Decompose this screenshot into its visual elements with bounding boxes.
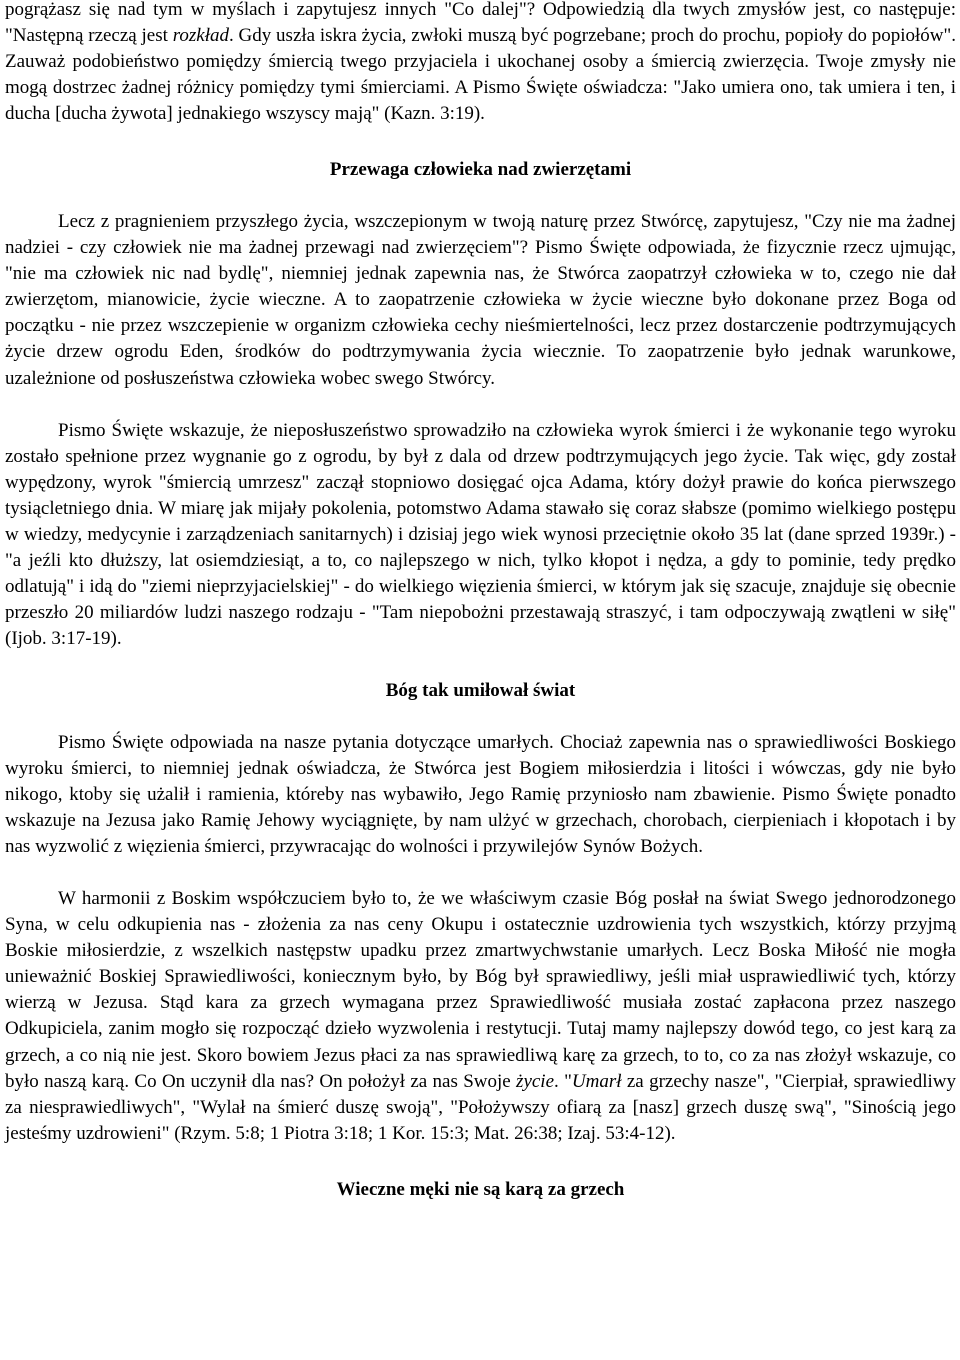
section-heading-2: Bóg tak umiłował świat (385, 679, 576, 701)
paragraph-4: Pismo Święte odpowiada na nasze pytania dotyczące umarłych. Chociaż zapewnia nas o sprawiedliwości Boskiego wyroku śmierci, to niemniej jednak oświadcza, że Stwórca jest Bogiem miłosierdzia i litości i wówczas, gdy nie było nikogo, ktoby się użalił i ramienia, któreby nas wybawiło, Jego Ramię przyniosło nam zbawienie. Pismo Święte ponadto wskazuje na Jezusa jako Ramię Jehowy wyciągnięte, by nam ulżyć w grzechach, chorobach, cierpieniach i kłopotach i by nas wyzwolić z więzienia śmierci, przywracając do wolności i przywilejów Synów Bożych. (5, 731, 956, 858)
section-heading-1: Przewaga człowieka nad zwierzętami (329, 159, 632, 181)
paragraph-2: Lecz z pragnieniem przyszłego życia, wszczepionym w twoją naturę przez Stwórcę, zapytujesz, "Czy nie ma żadnej nadziei - czy człowiek nie ma żadnej przewagi nad zwierzęciem"? Pismo Święte odpowiada, że fizycznie rzecz ujmując, "nie ma człowiek nic nad bydlę", niemniej jednak zapewnia nas, że Stwórca zaopatrzył człowieka w to, czego nie dał zwierzętom, mianowicie, życie wieczne. A to zaopatrzenie człowieka w życie wieczne było dokonane przez Boga od początku - nie przez wszczepienie w organizm człowieka cechy nieśmiertelności, lecz przez dostarczenie podtrzymujących życie drzew ogrodu Eden, środków do podtrzymywania życia wiecznie. To zaopatrzenie było jednak warunkowe, uzależnione od posłuszeństwa człowieka wobec swego Stwórcy. (5, 211, 956, 389)
paragraph-1 (5, 0, 956, 127)
document-page (5, 0, 956, 1203)
paragraph-5 (5, 886, 956, 1146)
paragraph-1-emphasis: rozkład (172, 25, 229, 47)
paragraph-5-emphasis-died: Umarł (571, 1070, 622, 1092)
paragraph-1-text-a: pogrążasz się nad tym w myślach i zapytujesz innych "Co dalej"? Odpowiedzią dla twych zmysłów jest, co następuje: "Następną rzeczą jest (5, 0, 956, 47)
paragraph-5-text-c: za grzechy nasze", "Cierpiał, sprawiedliwy za niesprawiedliwych", "Wylał na śmierć duszę swoją", "Położywszy ofiarą za [nasz] grzech duszę swą", "Sinością jego jesteśmy uzdrowieni" (Rzym. 5:8; 1 Piotra 3:18; 1 Kor. 15:3; Mat. 26:38; Izaj. 53:4-12). (5, 1070, 956, 1144)
paragraph-5-emphasis-life: życie (516, 1070, 555, 1092)
paragraph-5-text-b: . " (554, 1070, 572, 1092)
paragraph-5-text-a: W harmonii z Boskim współczuciem było to, że we właściwym czasie Bóg posłał na świat Swego jednorodzonego Syna, w celu odkupienia nas - złożenia za nas ceny Okupu i ostatecznie uzdrowienia tych wszystkich, którzy przyjmą Boskie miłosierdzie, z wszelkich następstw upadku przez zmartwychwstanie umarłych. Lecz Boska Miłość nie mogła unieważnić Boskiej Sprawiedliwości, koniecznym było, by Bóg był sprawiedliwy, jeśli miał usprawiedliwić tych, którzy wierzą w Jezusa. Stąd kara za grzech wymagana przez Sprawiedliwość musiała zostać zapłacona przez naszego Odkupiciela, zanim mogło się rozpocząć dzieło wyzwolenia i restytucji. Tutaj mamy najlepszy dowód tego, co jest karą za grzech, a co nią nie jest. Skoro bowiem Jezus płaci za nas sprawiedliwą karę za grzech, to to, co za nas złożył wskazuje, co było naszą karą. Co On uczynił dla nas? On położył za nas Swoje (5, 888, 956, 1092)
section-heading-3: Wieczne męki nie są karą za grzech (336, 1178, 625, 1200)
paragraph-3: Pismo Święte wskazuje, że nieposłuszeństwo sprowadziło na człowieka wyrok śmierci i że wykonanie tego wyroku zostało spełnione przez wygnanie go z ogrodu, by był z dala od drzew podtrzymujących jego życie. Tak więc, gdy został wypędzony, wyrok "śmiercią umrzesz" zaczął stopniowo dosięgać ojca Adama, który dożył prawie do końca pierwszego tysiącletniego dnia. W miarę jak mijały pokolenia, potomstwo Adama stawało się coraz słabsze (pomimo wielkiego postępu w wiedzy, medycynie i zarządzeniach sanitarnych) i dzisiaj jego wiek wynosi przeciętnie około 35 lat (dane sprzed 1939r.) - "a jeźli kto dłuższy, lat osiemdziesiąt, a to, co najlepszego w nich, tylko kłopot i nędza, a gdy to pominie, tedy prędko odlatują" i idą do "ziemi nieprzyjacielskiej" - do wielkiego więzienia śmierci, w którym jak się szacuje, znajduje się obecnie przeszło 20 miliardów ludzi naszego rodzaju - "Tam niepobożni przestawają straszyć, i tam odpoczywają zwątleni w siłę" (Ijob. 3:17-19). (5, 419, 956, 649)
paragraph-1-text-b: . Gdy uszła iskra życia, zwłoki muszą być pogrzebane; proch do prochu, popioły do popiołów". Zauważ podobieństwo pomiędzy śmiercią twego przyjaciela i ukochanej osoby a śmiercią zwierzęcia. Twoje zmysły nie mogą dostrzec żadnej różnicy pomiędzy tymi śmierciami. A Pismo Święte oświadcza: "Jako umiera ono, tak umiera i ten, i ducha [ducha żywota] jednakiego wszyscy mają" (Kazn. 3:19). (5, 25, 956, 125)
